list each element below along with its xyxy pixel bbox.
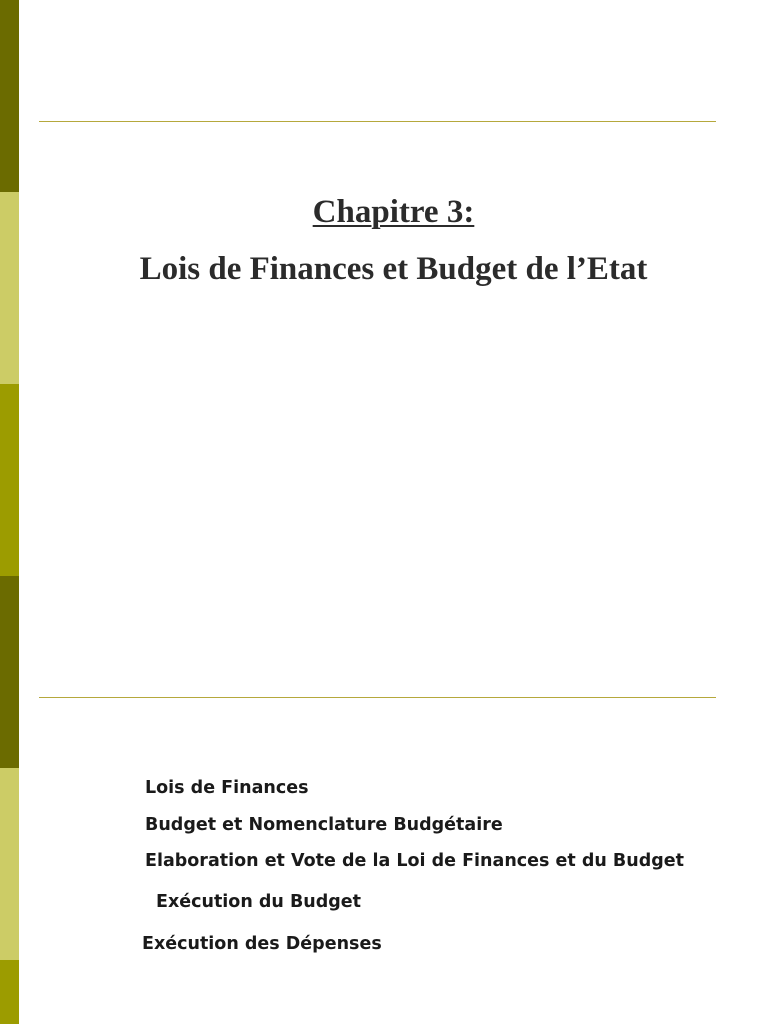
sidebar-stripe xyxy=(0,0,19,1024)
sidebar-segment-mid xyxy=(0,960,19,1024)
outline-item: Exécution du Budget xyxy=(156,892,362,912)
outline-item: Exécution des Dépenses xyxy=(142,934,382,954)
bottom-divider xyxy=(39,697,716,698)
slide-title: Lois de Finances et Budget de l’Etat xyxy=(139,251,648,287)
outline-item: Budget et Nomenclature Budgétaire xyxy=(145,815,503,835)
outline-item: Lois de Finances xyxy=(145,778,309,798)
sidebar-segment-light xyxy=(0,768,19,960)
chapter-label: Chapitre 3: xyxy=(312,194,475,230)
sidebar-segment-mid xyxy=(0,384,19,576)
sidebar-segment-dark xyxy=(0,576,19,768)
chapter-heading xyxy=(19,190,768,234)
sidebar-segment-light xyxy=(0,192,19,384)
outline-item: Elaboration et Vote de la Loi de Finances et du Budget xyxy=(145,851,685,871)
sidebar-segment-dark xyxy=(0,0,19,192)
top-divider xyxy=(39,121,716,122)
